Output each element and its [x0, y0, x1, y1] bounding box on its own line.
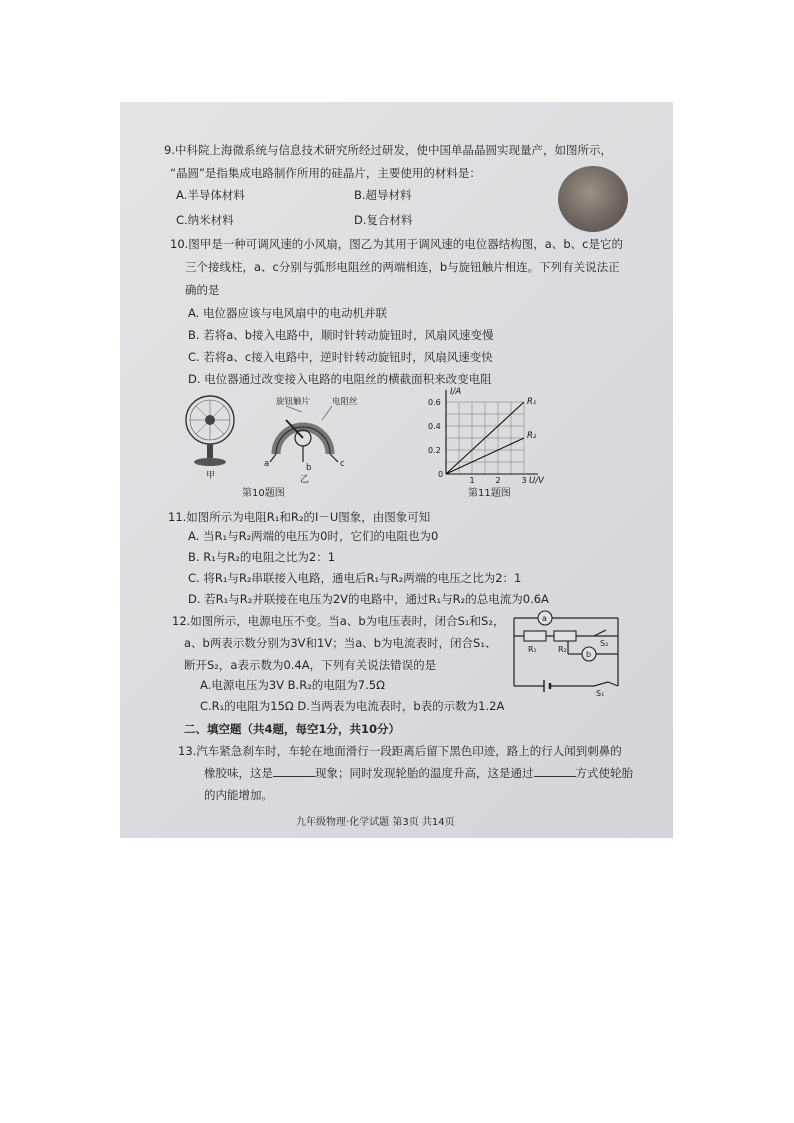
wafer-photo [558, 166, 628, 232]
s1-label: S₁ [596, 689, 605, 698]
resistor-r1 [524, 631, 546, 641]
series-label-1: R₁ [527, 397, 537, 407]
x-axis-label: U/V [529, 476, 544, 486]
resistor-r2 [554, 631, 576, 641]
q13-line3: 的内能增加。 [204, 788, 273, 802]
q13-line1: 13.汽车紧急刹车时，车轮在地面滑行一段距离后留下黑色印迹，路上的行人闻到刺鼻的 [178, 744, 622, 758]
q13-blank-1[interactable] [273, 766, 315, 777]
q9-option-a: A.半导体材料 [176, 188, 245, 202]
q10-option-a: A. 电位器应该与电风扇中的电动机并联 [188, 306, 387, 320]
q10-stem-line2: 三个接线柱，a、c分别与弧形电阻丝的两端相连，b与旋钮触片相连。下列有关说法正 [185, 260, 620, 274]
terminal-b-label: b [306, 463, 312, 473]
r2-label: R₂ [558, 645, 567, 654]
q11-option-c: C. 将R₁与R₂串联接入电路，通电后R₁与R₂两端的电压之比为2：1 [188, 571, 522, 585]
q11-iu-chart [426, 384, 556, 486]
meter-a-label: a [542, 614, 547, 623]
fan-illustration [186, 396, 234, 466]
q11-option-d: D. 若R₁与R₂并联接在电压为2V的电路中，通过R₁与R₂的总电流为0.6A [188, 592, 549, 606]
q9-stem-line1: 9.中科院上海微系统与信息技术研究所经过研发，使中国单晶晶圆实现量产，如图所示， [164, 143, 612, 157]
y-tick-label: 0.2 [428, 446, 441, 455]
q9-option-b: B.超导材料 [354, 188, 412, 202]
knob-contact-label: 旋钮触片 [276, 397, 311, 407]
r1-label: R₁ [528, 645, 537, 654]
q12-circuit-diagram [508, 606, 634, 698]
q11-figure-caption: 第11题图 [468, 488, 511, 499]
q12-stem-line3: 断开S₂，a表示数为0.4A，下列有关说法错误的是 [184, 658, 437, 672]
q13-line2-part3: 方式使轮胎 [575, 766, 633, 780]
potentiometer-illustration [270, 406, 338, 462]
q9-option-c: C.纳米材料 [176, 213, 234, 227]
terminal-c-label: c [340, 459, 345, 469]
fig-yi-label: 乙 [300, 475, 310, 484]
q12-options-cd: C.R₁的电阻为15Ω D.当两表为电流表时，b表的示数为1.2A [200, 699, 505, 713]
q13-line2-part2: 现象；同时发现轮胎的温度升高，这是通过 [315, 766, 534, 780]
q12-options-ab: A.电源电压为3V B.R₂的电阻为7.5Ω [200, 678, 385, 692]
meter-b-label: b [586, 650, 592, 659]
resistance-wire-label: 电阻丝 [332, 397, 358, 407]
q10-option-c: C. 若将a、c接入电路中，逆时针转动旋钮时，风扇风速变快 [188, 350, 493, 364]
q11-option-a: A. 当R₁与R₂两端的电压为0时，它们的电阻也为0 [188, 529, 439, 543]
q12-stem-line1: 12.如图所示，电源电压不变。当a、b为电压表时，闭合S₁和S₂， [172, 614, 505, 628]
q10-figure-caption: 第10题图 [242, 488, 285, 499]
fig-jia-label: 甲 [206, 471, 216, 481]
scanned-page-photo [120, 102, 673, 838]
q9-stem-line2: “晶圆”是指集成电路制作所用的硅晶片，主要使用的材料是： [170, 166, 481, 180]
y-tick-label: 0.4 [428, 422, 441, 431]
series-label-2: R₂ [527, 431, 537, 441]
q12-stem-line2: a、b两表示数分别为3V和1V；当a、b为电流表时，闭合S₁、 [184, 636, 497, 650]
q11-option-b: B. R₁与R₂的电阻之比为2：1 [188, 550, 336, 564]
q13-blank-2[interactable] [534, 766, 576, 777]
terminal-a-label: a [264, 459, 270, 469]
chart-series [446, 397, 537, 474]
origin-label: 0 [438, 470, 444, 479]
q11-stem: 11.如图所示为电阻R₁和R₂的I－U图象，由图象可知 [168, 510, 431, 524]
q10-option-d: D. 电位器通过改变接入电路的电阻丝的横截面积来改变电阻 [188, 372, 492, 386]
y-axis-label: I/A [450, 387, 462, 397]
q10-option-b: B. 若将a、b接入电路中，顺时针转动旋钮时，风扇风速变慢 [188, 328, 494, 342]
q9-option-d: D.复合材料 [354, 213, 413, 227]
x-tick-label: 2 [495, 476, 501, 485]
s2-label: S₂ [600, 639, 609, 648]
x-tick-label: 1 [469, 476, 475, 485]
q10-stem-line3: 确的是 [185, 283, 220, 297]
q13-line2-part1: 橡胶味，这是 [204, 766, 273, 780]
q10-figure [182, 392, 382, 484]
q13-line2 [204, 766, 633, 780]
section-2-title: 二、填空题（共4题，每空1分，共10分） [184, 722, 401, 736]
y-tick-label: 0.6 [428, 398, 441, 407]
q10-stem-line1: 10.图甲是一种可调风速的小风扇，图乙为其用于调风速的电位器结构图，a、b、c是它的 [170, 237, 623, 251]
page-footer: 九年级物理·化学试题 第3页 共14页 [296, 817, 455, 828]
x-tick-label: 3 [521, 476, 527, 485]
